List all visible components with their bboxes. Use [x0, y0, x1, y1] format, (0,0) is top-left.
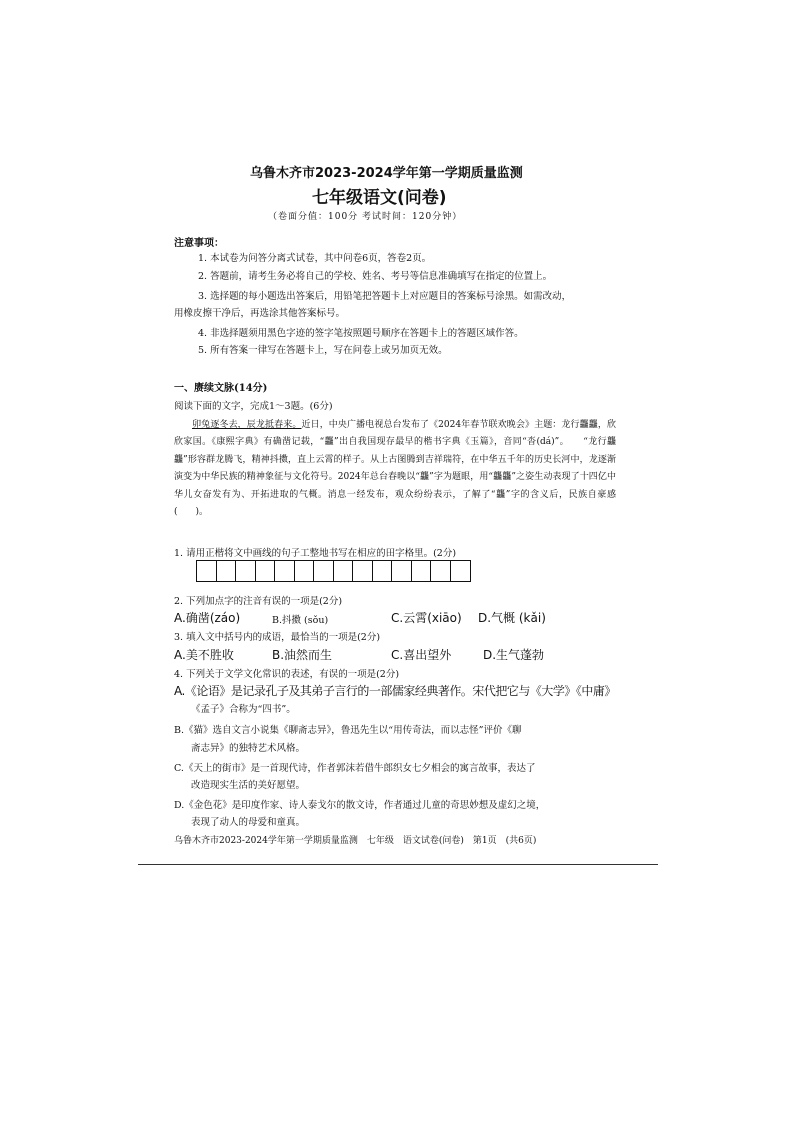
note-item-2: 2. 答题前，请考生务必将自己的学校、姓名、考号等信息准确填写在指定的位置上。: [198, 271, 553, 282]
note-item-3-cont: 用橡皮擦干净后，再选涂其他答案标号。: [174, 308, 346, 319]
note-item-1: 1. 本试卷为问答分离式试卷，其中问卷6页，答卷2页。: [198, 253, 432, 264]
question-1: 1. 请用正楷将文中画线的句子工整地书写在相应的田字格里。(2分): [174, 548, 457, 559]
note-item-5: 5. 所有答案一律写在答题卡上，写在问卷上或另加页无效。: [198, 345, 448, 356]
page-divider: [138, 864, 658, 865]
tianzige-cell[interactable]: [373, 561, 393, 581]
q4-option-c-cont: 改造现实生活的美好愿望。: [191, 780, 306, 791]
q3-option-b: B.油然而生: [272, 648, 333, 662]
note-item-3: 3. 选择题的每小题选出答案后，用铅笔把答题卡上对应题目的答案标号涂黑。如需改动，: [198, 291, 572, 302]
passage-text: 近日，中央广播电视总台发布了《2024年春节联欢晚会》主题：龙行龘龘，欣欣家国。《康熙字典》有确凿记载，“龘”出自我国现存最早的楷书字典《玉篇》，音同“沓(dá)”。 “龙行龘龘”形容群龙腾飞，精神抖擞，直上云霄的样子。从上古图腾到吉祥瑞符，在中华五千年的历史长河中，龙逐渐演变为中华民族的精神象征与文化符号。2024年总台春晚以“龘”字为题眼，用“龘龘”之姿生动表现了十四亿中华儿女奋发有为、开拓进取的气概。消息一经发布，观众纷纷表示，了解了“龘”字的含义后，民族自豪感( )。: [174, 420, 616, 518]
underlined-sentence: 卯兔逐冬去，辰龙抵春来。: [192, 420, 302, 430]
question-4: 4. 下列关于文学文化常识的表述，有误的一项是(2分): [174, 669, 400, 680]
tianzige-cell[interactable]: [217, 561, 237, 581]
q2-option-c: C.云霄(xiāo): [391, 611, 462, 625]
tianzige-cell[interactable]: [392, 561, 412, 581]
page-footer: 乌鲁木齐市2023-2024学年第一学期质量监测 七年级 语文试卷(问卷) 第1页 (共6页): [174, 836, 537, 846]
q3-option-d: D.生气蓬勃: [483, 648, 545, 662]
q4-option-d-cont: 表现了动人的母爱和童真。: [191, 817, 306, 828]
tianzige-cell[interactable]: [236, 561, 256, 581]
tianzige-cell[interactable]: [431, 561, 451, 581]
q4-option-c: C.《天上的街市》是一首现代诗，作者郭沫若借牛郎织女七夕相会的寓言故事，表达了: [174, 763, 536, 774]
question-2: 2. 下列加点字的注音有误的一项是(2分): [174, 596, 343, 607]
tianzige-cell[interactable]: [256, 561, 276, 581]
tianzige-cell[interactable]: [412, 561, 432, 581]
tianzige-grid[interactable]: [196, 560, 471, 582]
q2-option-d: D.气概 (kǎi): [478, 611, 546, 625]
tianzige-cell[interactable]: [197, 561, 217, 581]
tianzige-cell[interactable]: [353, 561, 373, 581]
reading-instruction: 阅读下面的文字，完成1～3题。(6分): [174, 401, 333, 412]
tianzige-cell[interactable]: [275, 561, 295, 581]
section-heading: 一、赓续文脉(14分): [174, 383, 268, 394]
q3-option-a: A.美不胜收: [174, 648, 234, 662]
tianzige-cell[interactable]: [334, 561, 354, 581]
score-info: （卷面分值：100分 考试时间：120分钟）: [268, 212, 463, 222]
notes-heading: 注意事项：: [174, 238, 224, 249]
tianzige-cell[interactable]: [451, 561, 471, 581]
q2-option-a: A.确凿(záo): [174, 611, 241, 625]
exam-subtitle: 七年级语文(问卷): [312, 188, 447, 208]
tianzige-cell[interactable]: [314, 561, 334, 581]
q3-option-c: C.喜出望外: [391, 648, 452, 662]
reading-passage: [174, 417, 616, 521]
question-3: 3. 填入文中括号内的成语，最恰当的一项是(2分): [174, 632, 381, 643]
exam-title: 乌鲁木齐市2023-2024学年第一学期质量监测: [250, 166, 523, 181]
q4-option-a-cont: 《孟子》合称为“四书”。: [191, 704, 296, 715]
q2-option-b: B.抖擞 (sǒu): [272, 615, 329, 626]
q4-option-b-cont: 斋志异》的独特艺术风格。: [191, 743, 306, 754]
q4-option-a: A.《论语》是记录孔子及其弟子言行的一部儒家经典著作。宋代把它与《大学》《中庸》: [174, 684, 616, 698]
q4-option-d: D.《金色花》是印度作家、诗人泰戈尔的散文诗，作者通过儿童的奇思妙想及虚幻之境，: [174, 800, 546, 811]
q4-option-b: B.《猫》选自文言小说集《聊斋志异》，鲁迅先生以“用传奇法，而以志怪”评价《聊: [174, 725, 522, 736]
tianzige-cell[interactable]: [295, 561, 315, 581]
note-item-4: 4. 非选择题须用黑色字迹的签字笔按照题号顺序在答题卡上的答题区域作答。: [198, 328, 524, 339]
